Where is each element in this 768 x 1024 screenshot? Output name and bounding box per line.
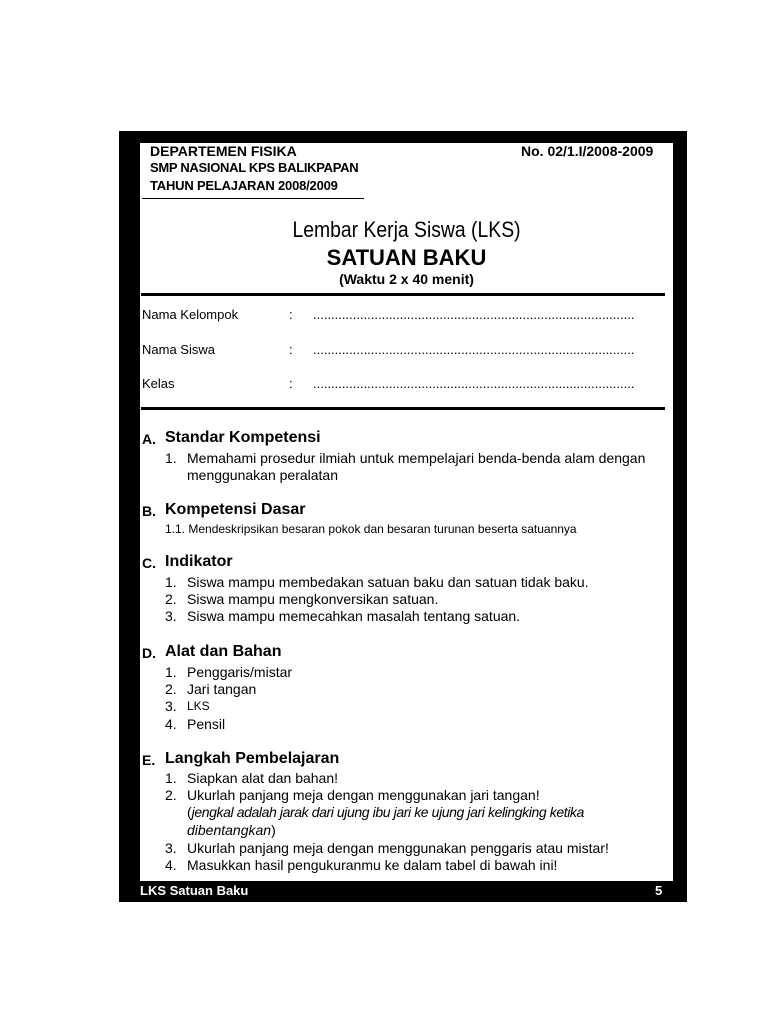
section-c-title: Indikator bbox=[165, 553, 233, 570]
list-item-number: 2. bbox=[165, 591, 177, 607]
section-b-title: Kompetensi Dasar bbox=[165, 501, 306, 518]
section-e-title: Langkah Pembelajaran bbox=[165, 750, 340, 767]
list-item-number: 1. bbox=[165, 770, 177, 786]
list-item: Pensil bbox=[187, 716, 226, 732]
document-number: No. 02/1.I/2008-2009 bbox=[521, 143, 654, 159]
section-b-letter: B. bbox=[142, 503, 156, 519]
field-colon: : bbox=[289, 376, 293, 391]
section-e-letter: E. bbox=[142, 752, 156, 768]
list-item-number: 2. bbox=[165, 681, 177, 697]
note-text: jengkal adalah jarak dari ujung ibu jari ke ujung jari kelingking ketika bbox=[191, 804, 584, 820]
academic-year: TAHUN PELAJARAN 2008/2009 bbox=[150, 178, 338, 193]
list-item: Ukurlah panjang meja dengan menggunakan jari tangan! bbox=[187, 787, 540, 803]
list-item-number: 2. bbox=[165, 787, 177, 803]
note-text: dibentangkan bbox=[187, 822, 272, 838]
section-d-letter: D. bbox=[142, 645, 156, 661]
list-item: Siswa mampu mengkonversikan satuan. bbox=[187, 591, 439, 607]
list-item: Siswa mampu memecahkan masalah tentang satuan. bbox=[187, 608, 521, 624]
list-item-continuation: menggunakan peralatan bbox=[187, 467, 339, 483]
list-item: Siapkan alat dan bahan! bbox=[187, 770, 339, 786]
worksheet-title: Lembar Kerja Siswa (LKS) bbox=[292, 217, 521, 242]
group-name-field[interactable]: ......................................................................................... bbox=[313, 307, 635, 322]
class-field[interactable]: ......................................................................................... bbox=[313, 376, 635, 391]
page-frame bbox=[119, 131, 687, 902]
list-item-note bbox=[187, 804, 584, 820]
list-item: Memahami prosedur ilmiah untuk mempelajari benda-benda alam dengan bbox=[187, 450, 646, 466]
school-name: SMP NASIONAL KPS BALIKPAPAN bbox=[150, 160, 359, 175]
list-item-number: 1. bbox=[165, 664, 177, 680]
list-item-number: 1. bbox=[165, 450, 177, 466]
list-item: Ukurlah panjang meja dengan menggunakan penggaris atau mistar! bbox=[187, 840, 609, 856]
divider-bottom bbox=[141, 407, 665, 410]
department-name: DEPARTEMEN FISIKA bbox=[150, 143, 297, 159]
section-a-title: Standar Kompetensi bbox=[165, 429, 321, 446]
list-item-number: 4. bbox=[165, 716, 177, 732]
list-item-note-continuation bbox=[187, 822, 276, 838]
student-name-field[interactable]: ......................................................................................... bbox=[313, 342, 635, 357]
worksheet-topic: SATUAN BAKU bbox=[326, 245, 487, 270]
list-item: Penggaris/mistar bbox=[187, 664, 293, 680]
page-content bbox=[140, 143, 673, 881]
list-item: Siswa mampu membedakan satuan baku dan satuan tidak baku. bbox=[187, 574, 589, 590]
list-item: 1.1. Mendeskripsikan besaran pokok dan besaran turunan beserta satuannya bbox=[165, 522, 577, 536]
note-open-paren: ( bbox=[187, 804, 192, 820]
list-item: LKS bbox=[187, 699, 210, 713]
divider-top bbox=[141, 293, 665, 296]
field-label-class: Kelas bbox=[142, 376, 175, 391]
list-item-number: 3. bbox=[165, 840, 177, 856]
section-a-letter: A. bbox=[142, 431, 156, 447]
list-item-number: 1. bbox=[165, 574, 177, 590]
footer-title: LKS Satuan Baku bbox=[140, 883, 249, 898]
field-label-student: Nama Siswa bbox=[142, 342, 215, 357]
worksheet-duration: (Waktu 2 x 40 menit) bbox=[339, 271, 474, 287]
section-c-letter: C. bbox=[142, 555, 156, 571]
field-colon: : bbox=[289, 307, 293, 322]
list-item-number: 3. bbox=[165, 608, 177, 624]
list-item: Masukkan hasil pengukuranmu ke dalam tabel di bawah ini! bbox=[187, 857, 558, 873]
section-d-title: Alat dan Bahan bbox=[165, 643, 282, 660]
list-item-number: 4. bbox=[165, 857, 177, 873]
note-close-paren: ) bbox=[271, 822, 276, 838]
field-colon: : bbox=[289, 342, 293, 357]
header-underline bbox=[142, 198, 364, 199]
field-label-group: Nama Kelompok bbox=[142, 307, 239, 322]
list-item: Jari tangan bbox=[187, 681, 257, 697]
list-item-number: 3. bbox=[165, 698, 177, 714]
page-number: 5 bbox=[655, 883, 663, 898]
